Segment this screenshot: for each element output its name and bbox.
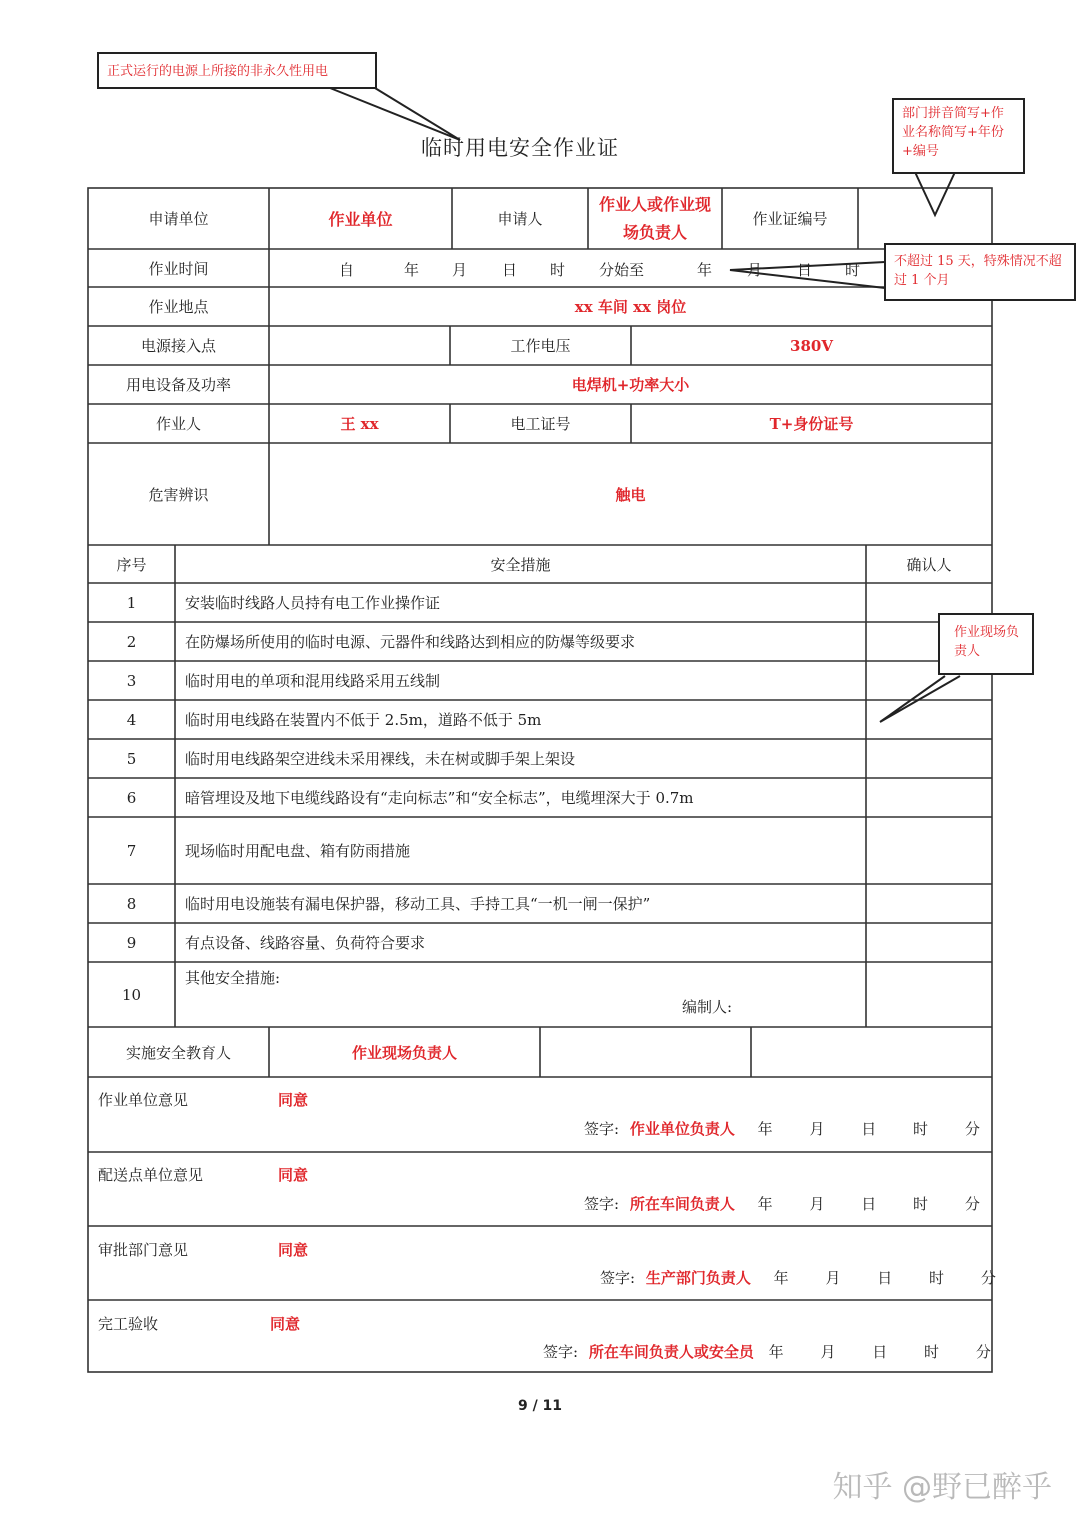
measure-no: 8 — [126, 894, 137, 913]
opinion-label: 配送点单位意见 — [98, 1166, 204, 1184]
hazard-value: 触电 — [615, 485, 646, 504]
time-part-day-end: 日 — [797, 261, 813, 279]
work-time-field[interactable] — [269, 249, 992, 287]
education-field-3[interactable] — [751, 1027, 992, 1077]
signature-line — [543, 1341, 991, 1362]
cert-value: T+身份证号 — [769, 415, 854, 433]
signature-line — [584, 1193, 980, 1214]
measure-text: 安装临时线路人员持有电工作业操作证 — [185, 594, 441, 612]
unit-minute: 分 — [975, 1343, 991, 1361]
page-number: 9 / 11 — [517, 1398, 563, 1414]
opinion-value: 同意 — [278, 1091, 309, 1109]
equipment-label: 用电设备及功率 — [125, 376, 231, 394]
opinion-value: 同意 — [270, 1315, 301, 1333]
time-part-hour-end: 时 — [845, 261, 861, 279]
apply-unit-value: 作业单位 — [328, 210, 393, 229]
hazard-label: 危害辨识 — [148, 485, 209, 504]
permit-no-field[interactable] — [858, 188, 992, 249]
unit-month: 月 — [825, 1269, 841, 1287]
col-no-header: 序号 — [116, 555, 147, 574]
signature-line — [600, 1267, 996, 1288]
measure-text: 临时用电设施装有漏电保护器，移动工具、手持工具“一机一闸一保护” — [185, 895, 651, 913]
work-time-label: 作业时间 — [148, 259, 209, 278]
sign-label: 签字: — [584, 1120, 620, 1138]
measure-text: 临时用电线路在装置内不低于 2.5m，道路不低于 5m — [185, 711, 542, 729]
unit-year: 年 — [773, 1269, 789, 1287]
unit-minute: 分 — [964, 1195, 980, 1213]
worker-value: 王 xx — [340, 415, 379, 433]
note-temporary-power: 正式运行的电源上所接的非永久性用电 — [97, 52, 377, 89]
applicant-value: 作业人或作业现场负责人 — [598, 194, 711, 242]
measure-no: 10 — [121, 985, 142, 1004]
measure-text: 有点设备、线路容量、负荷符合要求 — [185, 934, 426, 952]
unit-day: 日 — [861, 1195, 877, 1213]
time-part-from: 自 — [339, 261, 355, 279]
signature-line — [584, 1118, 980, 1139]
unit-minute: 分 — [980, 1269, 996, 1287]
measure-no: 5 — [126, 749, 137, 768]
time-part-month-end: 月 — [747, 261, 763, 279]
time-part-day: 日 — [502, 261, 518, 279]
location-value: xx 车间 xx 岗位 — [574, 298, 687, 316]
sign-label: 签字: — [543, 1343, 579, 1361]
form-title: 临时用电安全作业证 — [421, 136, 619, 160]
power-point-field[interactable] — [269, 326, 450, 365]
cert-label: 电工证号 — [510, 415, 571, 433]
col-confirm-header: 确认人 — [906, 555, 952, 574]
measure-no: 2 — [126, 632, 137, 651]
applicant-label: 申请人 — [497, 210, 543, 228]
power-point-label: 电源接入点 — [140, 337, 216, 355]
opinion-label: 审批部门意见 — [98, 1241, 189, 1259]
unit-hour: 时 — [913, 1195, 929, 1213]
unit-day: 日 — [872, 1343, 888, 1361]
col-measure-header: 安全措施 — [490, 555, 551, 574]
worker-label: 作业人 — [155, 415, 201, 433]
unit-day: 日 — [861, 1120, 877, 1138]
unit-month: 月 — [809, 1120, 825, 1138]
compiler-label: 编制人: — [682, 998, 733, 1016]
unit-day: 日 — [877, 1269, 893, 1287]
unit-month: 月 — [809, 1195, 825, 1213]
unit-year: 年 — [757, 1195, 773, 1213]
time-part-hour: 时 — [550, 261, 566, 279]
time-part-year-end: 年 — [697, 261, 713, 279]
apply-unit-label: 申请单位 — [148, 210, 209, 228]
measure-text: 其他安全措施: — [185, 969, 281, 987]
time-part-month: 月 — [452, 261, 468, 279]
measure-text: 暗管埋设及地下电缆线路设有“走向标志”和“安全标志”，电缆埋深大于 0.7m — [185, 789, 694, 807]
measure-no: 1 — [126, 593, 137, 612]
measure-text: 临时用电线路架空进线未采用裸线，未在树或脚手架上架设 — [185, 750, 576, 768]
unit-hour: 时 — [924, 1343, 940, 1361]
measure-no: 6 — [126, 788, 137, 807]
measure-no: 4 — [126, 710, 137, 729]
signer: 所在车间负责人 — [629, 1195, 735, 1213]
unit-year: 年 — [757, 1120, 773, 1138]
permit-no-label: 作业证编号 — [752, 210, 828, 228]
sign-label: 签字: — [600, 1269, 636, 1287]
unit-month: 月 — [820, 1343, 836, 1361]
sign-label: 签字: — [584, 1195, 620, 1213]
unit-year: 年 — [768, 1343, 784, 1361]
education-field-2[interactable] — [540, 1027, 751, 1077]
unit-hour: 时 — [929, 1269, 945, 1287]
note-permit-number-format: 部门拼音简写+作业名称简写+年份+编号 — [892, 98, 1025, 174]
voltage-label: 工作电压 — [510, 337, 571, 355]
signer: 作业单位负责人 — [629, 1120, 735, 1138]
time-part-year: 年 — [404, 261, 420, 279]
signer: 所在车间负责人或安全员 — [588, 1343, 754, 1361]
voltage-value: 380V — [790, 336, 833, 355]
equipment-value: 电焊机+功率大小 — [571, 376, 690, 394]
measure-no: 3 — [126, 671, 137, 690]
watermark: 知乎 @野已醉乎 — [832, 1470, 1052, 1505]
measure-text: 现场临时用配电盘、箱有防雨措施 — [185, 842, 411, 860]
measure-no: 7 — [126, 841, 137, 860]
measure-no: 9 — [126, 933, 137, 952]
measure-text: 在防爆场所使用的临时电源、元器件和线路达到相应的防爆等级要求 — [185, 633, 636, 651]
opinion-value: 同意 — [278, 1166, 309, 1184]
unit-hour: 时 — [913, 1120, 929, 1138]
education-label: 实施安全教育人 — [125, 1043, 231, 1062]
note-confirmer: 作业现场负责人 — [938, 613, 1034, 675]
signer: 生产部门负责人 — [645, 1269, 751, 1287]
time-part-minute-start-to: 分始至 — [599, 261, 645, 279]
opinion-label: 完工验收 — [98, 1315, 159, 1333]
education-value: 作业现场负责人 — [351, 1043, 457, 1062]
location-label: 作业地点 — [148, 298, 209, 316]
unit-minute: 分 — [964, 1120, 980, 1138]
opinion-label: 作业单位意见 — [98, 1091, 189, 1109]
opinion-value: 同意 — [278, 1241, 309, 1259]
measure-text: 临时用电的单项和混用线路采用五线制 — [185, 672, 441, 690]
note-time-limit: 不超过 15 天，特殊情况不超过 1 个月 — [884, 243, 1076, 301]
